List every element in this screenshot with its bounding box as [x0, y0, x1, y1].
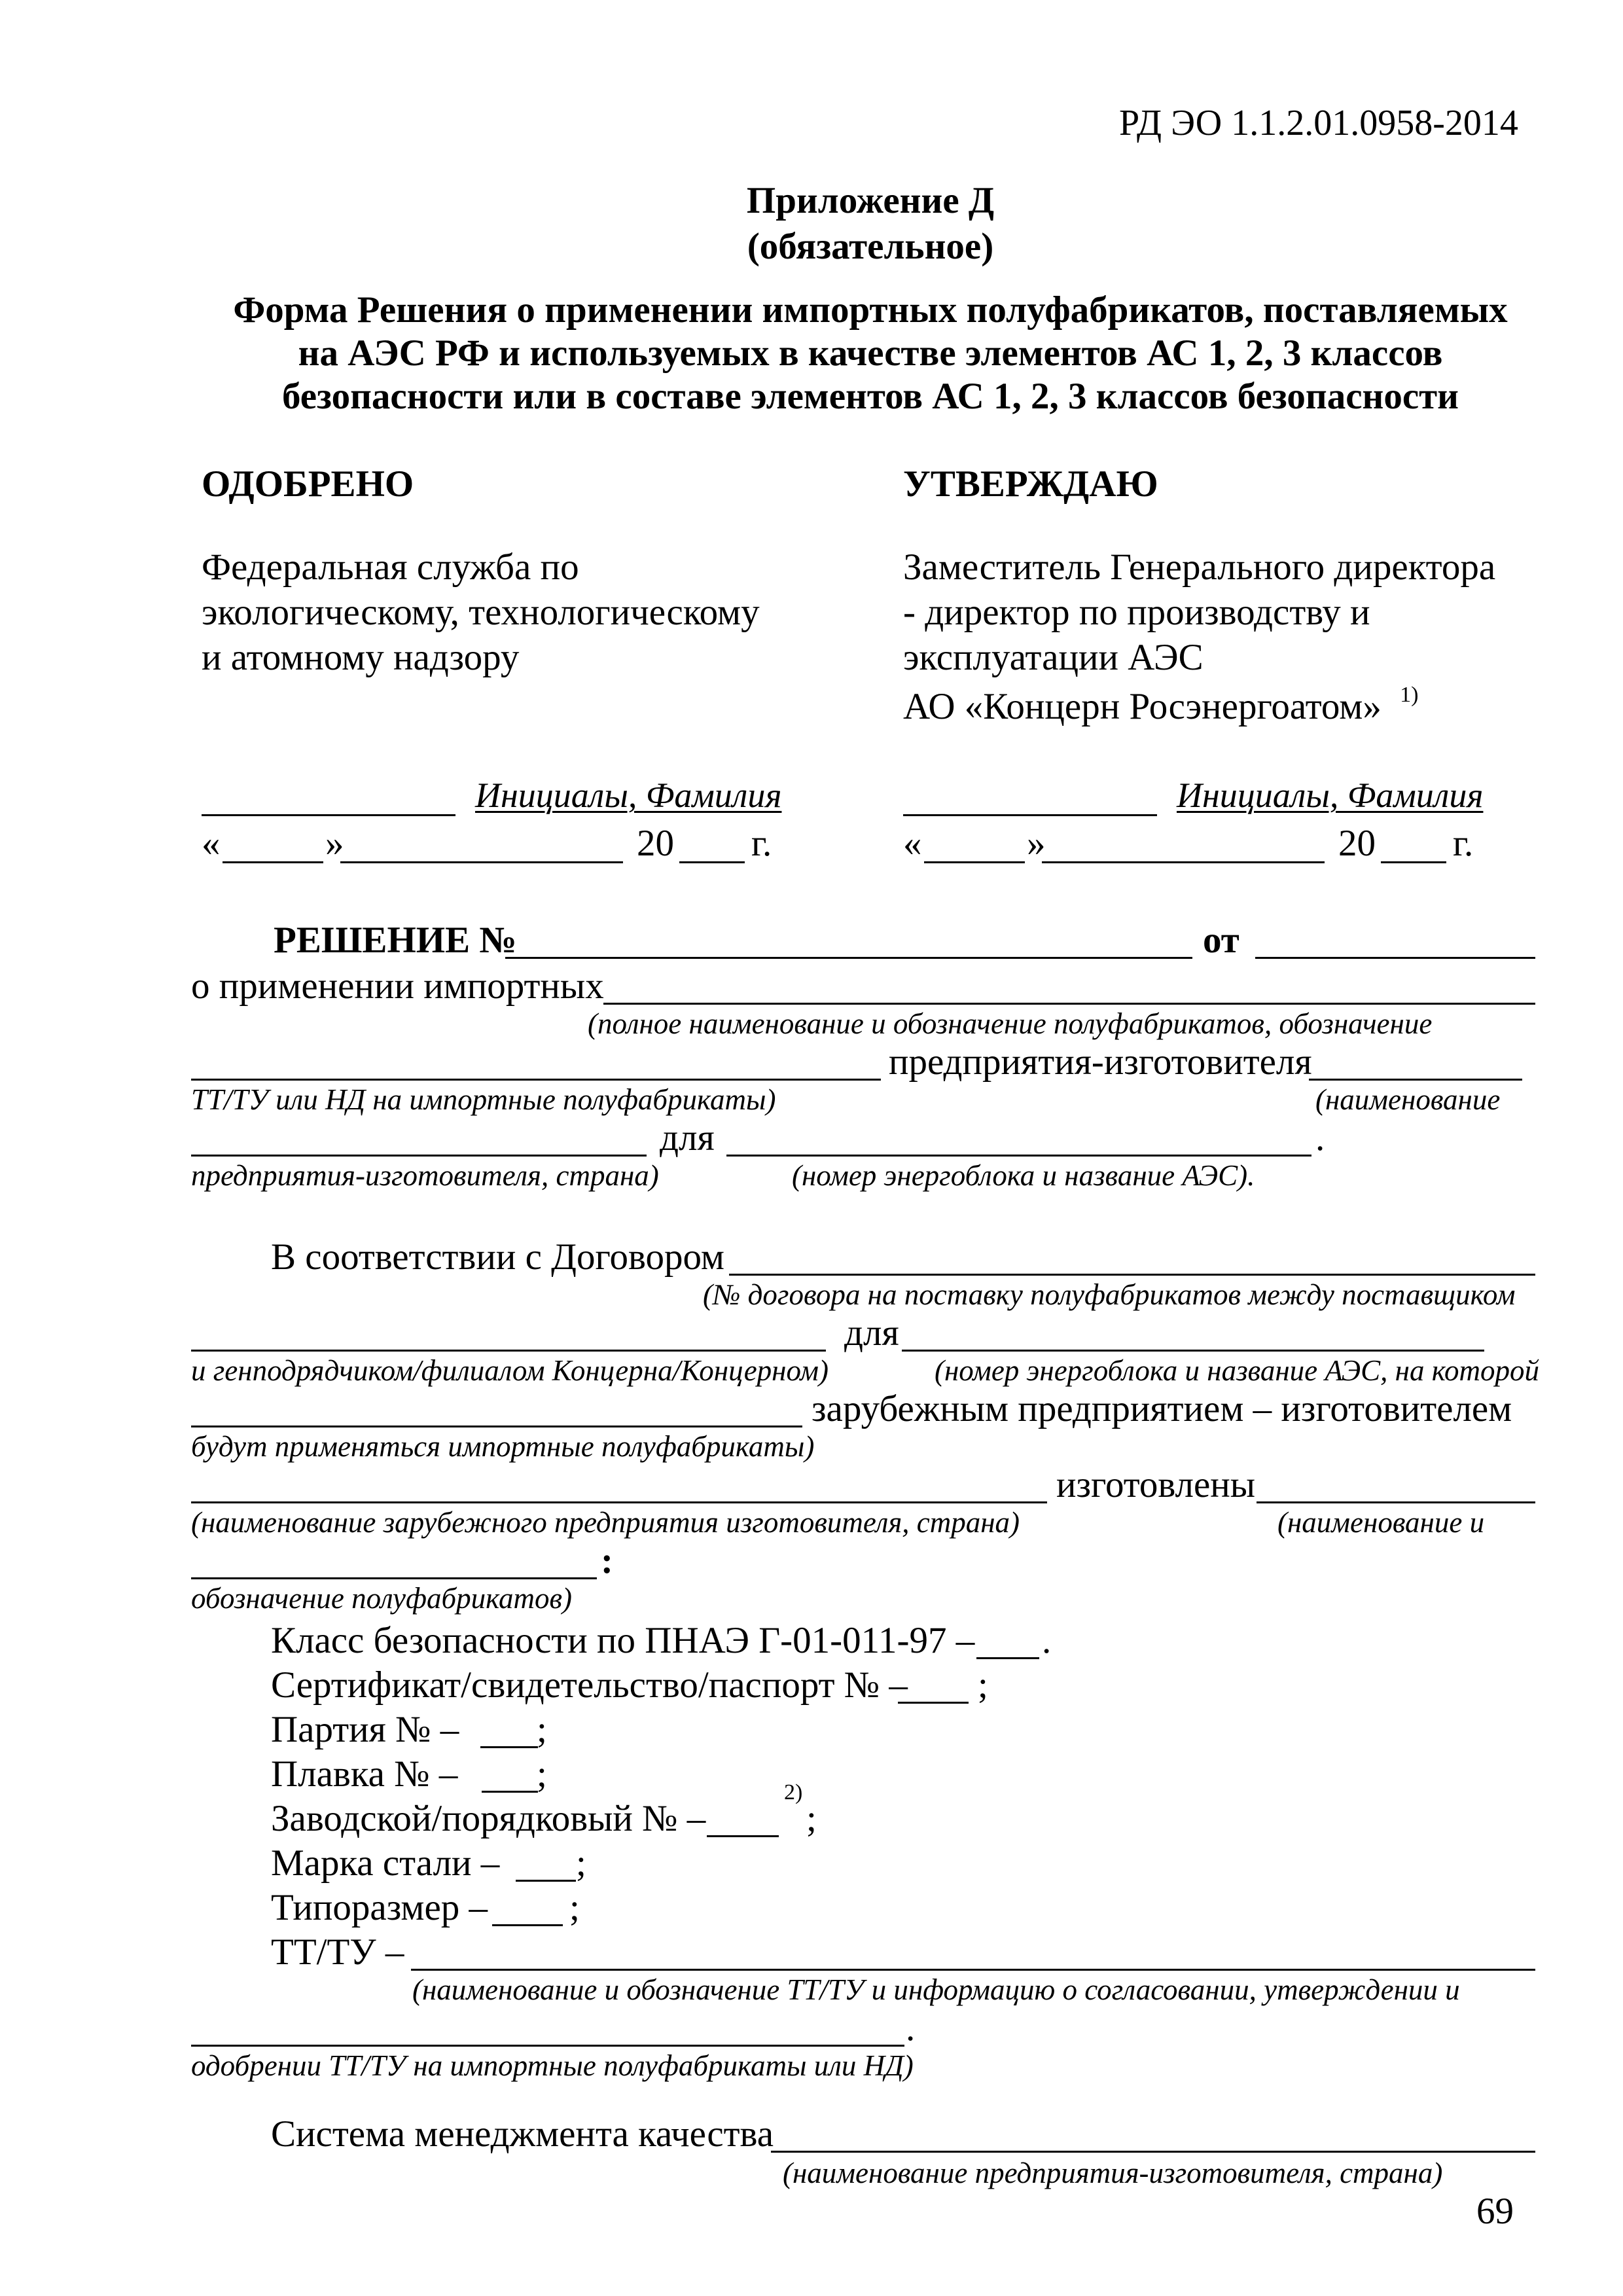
- size-label: Типоразмер –: [271, 1887, 488, 1928]
- contract-for: для: [844, 1312, 899, 1354]
- hint-will-be-used: будут применяться импортные полуфабрикаты): [191, 1430, 815, 1463]
- confirm-company: АО «Концерн Росэнергоатом»: [903, 686, 1382, 727]
- decision-from: от: [1203, 920, 1240, 961]
- approved-quote-open: «: [202, 823, 221, 864]
- approved-month-field[interactable]: [340, 861, 623, 863]
- decision-for: для: [660, 1117, 715, 1158]
- manufacturer-label: предприятия-изготовителя: [889, 1041, 1312, 1083]
- approved-signature-line[interactable]: [202, 814, 455, 816]
- melt-end: ;: [537, 1753, 547, 1795]
- confirm-day-field[interactable]: [924, 861, 1025, 863]
- serial-end: ;: [806, 1798, 817, 1839]
- page-number: 69: [1476, 2191, 1514, 2232]
- confirm-position-line-3: эксплуатации АЭС: [903, 637, 1204, 678]
- hint-ttu: ТТ/ТУ или НД на импортные полуфабрикаты): [191, 1083, 776, 1116]
- appendix-title: Приложение Д: [746, 180, 995, 221]
- approved-initials: Инициалы, Фамилия: [475, 776, 782, 815]
- ttu-field-cont[interactable]: [191, 2045, 904, 2047]
- hint-contractor: и генподрядчиком/филиалом Концерна/Концерном): [191, 1354, 829, 1387]
- size-field[interactable]: [492, 1924, 563, 1926]
- confirm-month-field[interactable]: [1042, 861, 1325, 863]
- steel-grade-label: Марка стали –: [271, 1842, 500, 1884]
- ttu-dot: .: [906, 2007, 916, 2049]
- hint-name-and: (наименование и: [1277, 1506, 1485, 1539]
- hint-unit-npp: (номер энергоблока и название АЭС).: [792, 1159, 1255, 1192]
- foreign-company-field[interactable]: [191, 1501, 1047, 1503]
- confirm-quote-close: »: [1027, 823, 1046, 864]
- decision-label: РЕШЕНИЕ №: [274, 920, 517, 961]
- decision-about: о применении импортных: [191, 965, 604, 1007]
- approved-org-line-3: и атомному надзору: [202, 637, 520, 678]
- batch-end: ;: [537, 1709, 547, 1750]
- confirm-initials: Инициалы, Фамилия: [1177, 776, 1484, 815]
- confirm-position-line-4: [903, 684, 1418, 725]
- confirm-heading: УТВЕРЖДАЮ: [903, 463, 1158, 505]
- safety-class-label: Класс безопасности по ПНАЭ Г-01-011-97 –: [271, 1620, 975, 1661]
- hint-ttu-approval: (наименование и обозначение ТТ/ТУ и информацию о согласовании, утверждении и: [412, 1973, 1460, 2006]
- steel-grade-end: ;: [576, 1842, 586, 1884]
- ttu-label: ТТ/ТУ –: [271, 1931, 404, 1973]
- contractor-field[interactable]: [191, 1350, 826, 1352]
- hint-foreign-company: (наименование зарубежного предприятия изготовителя, страна): [191, 1506, 1020, 1539]
- hint-qms: (наименование предприятия-изготовителя, страна): [783, 2157, 1443, 2189]
- approved-year-suffix: г.: [751, 823, 772, 864]
- confirm-position-line-1: Заместитель Генерального директора: [903, 547, 1496, 588]
- approved-org-line-1: Федеральная служба по: [202, 547, 579, 588]
- decision-date-field[interactable]: [1255, 957, 1535, 959]
- confirm-year-field[interactable]: [1381, 861, 1446, 863]
- decision-dot: .: [1315, 1117, 1325, 1158]
- batch-field[interactable]: [480, 1746, 538, 1748]
- contract-label: В соответствии с Договором: [271, 1236, 724, 1278]
- qms-field[interactable]: [771, 2151, 1535, 2153]
- confirm-year-suffix: г.: [1453, 823, 1474, 864]
- confirm-position-line-2: - директор по производству и: [903, 592, 1370, 633]
- safety-class-end: .: [1042, 1620, 1052, 1661]
- approved-day-field[interactable]: [223, 861, 323, 863]
- approved-year-field[interactable]: [679, 861, 745, 863]
- melt-field[interactable]: [482, 1791, 538, 1793]
- decision-number-field[interactable]: [505, 957, 1192, 959]
- certificate-end: ;: [978, 1664, 988, 1706]
- appendix-status: (обязательное): [747, 226, 994, 267]
- footnote-mark-1: 1): [1400, 683, 1419, 707]
- manufacturer-country-field[interactable]: [191, 1155, 647, 1157]
- form-title-line-1: Форма Решения о применении импортных полуфабрикатов, поставляемых: [233, 289, 1508, 331]
- semi-products-field[interactable]: [603, 1003, 1535, 1005]
- hint-manufacturer-country: предприятия-изготовителя, страна): [191, 1159, 659, 1192]
- confirm-year-prefix: 20: [1338, 823, 1376, 864]
- qms-label: Система менеджмента качества: [271, 2113, 774, 2155]
- approved-heading: ОДОБРЕНО: [202, 463, 414, 505]
- hint-ttu-endorsement: одобрении ТТ/ТУ на импортные полуфабрикаты или НД): [191, 2049, 914, 2082]
- semi-products-name-field[interactable]: [1257, 1501, 1535, 1503]
- melt-label: Плавка № –: [271, 1753, 458, 1795]
- certificate-label: Сертификат/свидетельство/паспорт № –: [271, 1664, 908, 1706]
- made-label: изготовлены: [1056, 1464, 1256, 1505]
- footnote-mark-2: 2): [784, 1780, 803, 1804]
- form-title-line-2: на АЭС РФ и используемых в качестве элементов АС 1, 2, 3 классов: [298, 332, 1443, 374]
- hint-contract: (№ договора на поставку полуфабрикатов между поставщиком: [703, 1278, 1516, 1311]
- batch-label: Партия № –: [271, 1709, 459, 1750]
- document-code: РД ЭО 1.1.2.01.0958-2014: [1119, 103, 1518, 143]
- approved-quote-close: »: [325, 823, 344, 864]
- contract-npp-field[interactable]: [191, 1426, 802, 1427]
- confirm-signature-line[interactable]: [903, 814, 1157, 816]
- approved-year-prefix: 20: [637, 823, 674, 864]
- size-end: ;: [569, 1887, 580, 1928]
- serial-label: Заводской/порядковый № –: [271, 1798, 706, 1839]
- serial-field[interactable]: [707, 1835, 779, 1837]
- foreign-manufacturer-label: зарубежным предприятием – изготовителем: [812, 1388, 1512, 1429]
- hint-semi-products: (полное наименование и обозначение полуфабрикатов, обозначение: [588, 1007, 1433, 1040]
- contract-colon: :: [601, 1540, 613, 1581]
- manufacturer-field[interactable]: [1309, 1079, 1522, 1081]
- semi-products-designation-field[interactable]: [191, 1577, 597, 1579]
- hint-name: (наименование: [1315, 1083, 1501, 1116]
- contract-number-field[interactable]: [729, 1274, 1535, 1276]
- unit-npp-field[interactable]: [726, 1155, 1311, 1157]
- approved-org-line-2: экологическому, технологическому: [202, 592, 760, 633]
- semi-products-field-cont[interactable]: [191, 1079, 881, 1081]
- steel-grade-field[interactable]: [516, 1880, 576, 1882]
- hint-unit-npp-where: (номер энергоблока и название АЭС, на которой: [935, 1354, 1540, 1387]
- safety-class-field[interactable]: [976, 1657, 1039, 1659]
- form-title-line-3: безопасности или в составе элементов АС 1, 2, 3 классов безопасности: [281, 376, 1459, 417]
- ttu-field[interactable]: [411, 1969, 1535, 1971]
- certificate-field[interactable]: [898, 1702, 969, 1704]
- contract-unit-field[interactable]: [902, 1350, 1484, 1352]
- hint-designation: обозначение полуфабрикатов): [191, 1582, 573, 1615]
- confirm-quote-open: «: [903, 823, 922, 864]
